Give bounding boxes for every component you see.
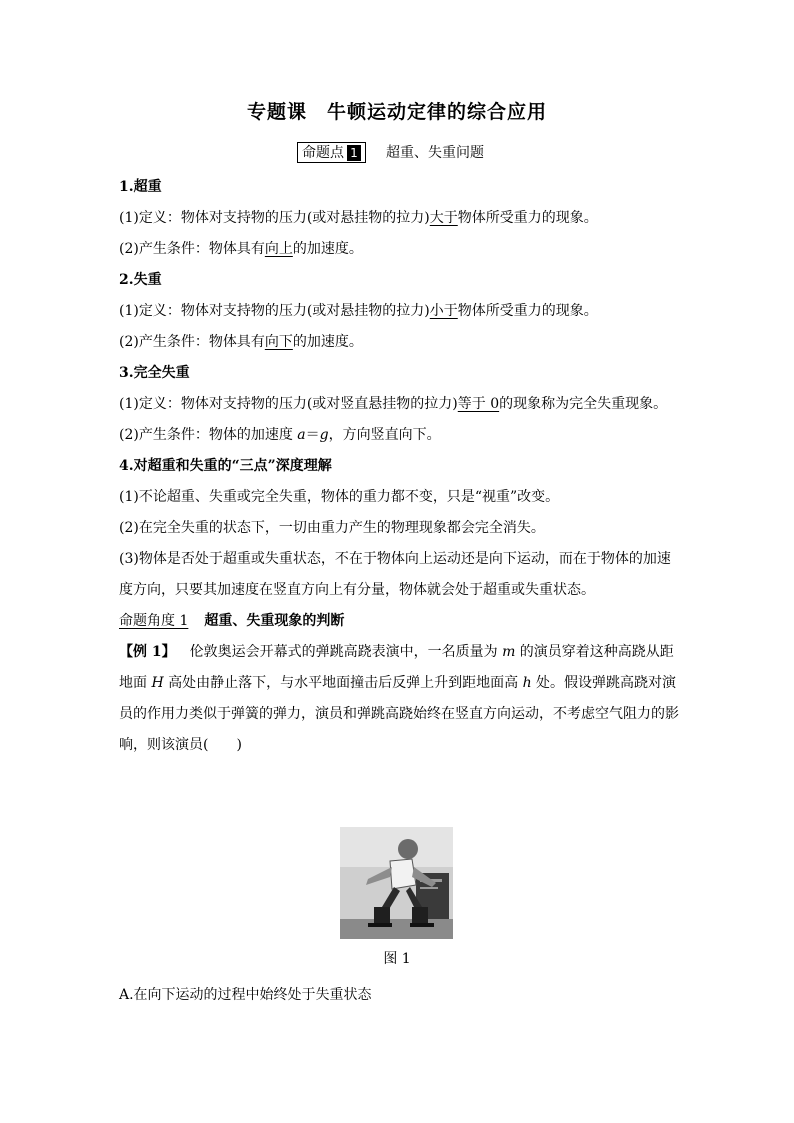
paragraph: (1)定义：物体对支持物的压力(或对悬挂物的拉力)大于物体所受重力的现象。: [119, 210, 598, 226]
paragraph: (1)定义：物体对支持物的压力(或对竖直悬挂物的拉力)等于 0的现象称为完全失重现象。: [119, 396, 668, 412]
topic-heading: [297, 141, 484, 163]
section-heading: 3.完全失重: [119, 365, 190, 381]
paragraph: (2)产生条件：物体的加速度 a＝g，方向竖直向下。: [119, 427, 441, 443]
section-heading: 4.对超重和失重的“三点”深度理解: [119, 458, 332, 474]
topic-badge: 命题点 1: [297, 142, 366, 163]
option-a: A.在向下运动的过程中始终处于失重状态: [119, 987, 372, 1003]
paragraph: (1)定义：物体对支持物的压力(或对悬挂物的拉力)小于物体所受重力的现象。: [119, 303, 598, 319]
paragraph: (2)产生条件：物体具有向上的加速度。: [119, 241, 363, 257]
content-body: [119, 172, 679, 761]
stilt-performer-photo: [340, 827, 453, 939]
section-heading: 2.失重: [119, 272, 162, 288]
angle-heading: 命题角度 1 超重、失重现象的判断: [119, 613, 345, 629]
paragraph: (2)产生条件：物体具有向下的加速度。: [119, 334, 363, 350]
topic-number: 1: [347, 145, 361, 161]
photo-illustration: [340, 827, 453, 939]
example-text: 【例 1】 伦敦奥运会开幕式的弹跳高跷表演中，一名质量为 m 的演员穿着这种高跷从距地面 H 高处由静止落下，与水平地面撞击后反弹上升到距地面高 h 处。假设弹跳高跷对演员的作用力类似于弹簧的弹力，演员和弹跳高跷始终在竖直方向运动，不考虑空气阻力的影响，则该演员( ): [119, 644, 679, 753]
paragraph: (3)物体是否处于超重或失重状态，不在于物体向上运动还是向下运动，而在于物体的加速度方向，只要其加速度在竖直方向上有分量，物体就会处于超重或失重状态。: [119, 551, 671, 598]
section-heading: 1.超重: [119, 179, 162, 195]
paragraph: (1)不论超重、失重或完全失重，物体的重力都不变，只是“视重”改变。: [119, 489, 560, 505]
paragraph: (2)在完全失重的状态下，一切由重力产生的物理现象都会完全消失。: [119, 520, 545, 536]
figure-caption: 图 1: [383, 951, 411, 967]
page-title: 专题课 牛顿运动定律的综合应用: [246, 101, 548, 123]
topic-title: 超重、失重问题: [386, 145, 484, 161]
